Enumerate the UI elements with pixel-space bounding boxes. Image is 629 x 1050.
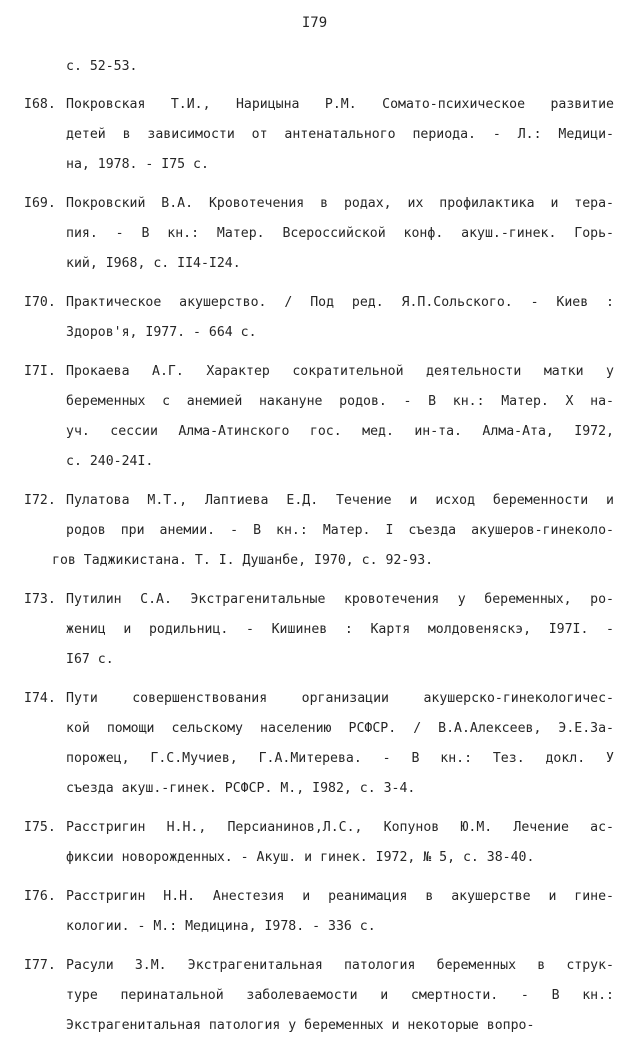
entry-number: I73. — [24, 592, 56, 607]
entry-line: Здоров'я, I977. - 664 с. — [66, 325, 257, 340]
entry-line: Экстрагенитальная патология у беременных и некоторые вопро- — [66, 1018, 535, 1033]
entry-line: на, 1978. - I75 с. — [66, 157, 209, 172]
entry-line: I67 с. — [66, 652, 114, 667]
entry-line: беременных с анемией накануне родов. - В кн.: Матер. X на- — [66, 394, 614, 409]
entry-line: кой помощи сельскому населению РСФСР. / В.А.Алексеев, Э.Е.За- — [66, 721, 614, 736]
entry-number: I68. — [24, 97, 56, 112]
page-number: I79 — [301, 15, 328, 31]
entry-line: туре перинатальной заболеваемости и смертности. - В кн.: — [66, 988, 614, 1003]
entry-number: I69. — [24, 196, 56, 211]
entry-line: Пулатова М.Т., Лаптиева Е.Д. Течение и исход беременности и — [66, 493, 614, 508]
entry-line: Путилин С.А. Экстрагенитальные кровотечения у беременных, ро- — [66, 592, 614, 607]
bibliography-entry — [24, 684, 614, 804]
bibliography-list — [24, 52, 614, 1050]
bibliography-entry — [24, 585, 614, 675]
bibliography-entry — [24, 288, 614, 348]
entry-number: I70. — [24, 295, 56, 310]
entry-line: кологии. - М.: Медицина, I978. - 336 с. — [66, 919, 376, 934]
bibliography-entry — [24, 951, 614, 1041]
entry-line: гов Таджикистана. Т. I. Душанбе, I970, с. 92-93. — [52, 553, 434, 568]
bibliography-entry — [24, 189, 614, 279]
entry-line: Расстригин Н.Н., Персианинов,Л.С., Копунов Ю.М. Лечение ас- — [66, 820, 614, 835]
entry-line: родов при анемии. - В кн.: Матер. I съезда акушеров-гинеколо- — [66, 523, 614, 538]
entry-line: уч. сессии Алма-Атинского гос. мед. ин-та. Алма-Ата, I972, — [66, 424, 614, 439]
entry-line: порожец, Г.С.Мучиев, Г.А.Митерева. - В кн.: Тез. докл. У — [66, 751, 614, 766]
entry-line: Расстригин Н.Н. Анестезия и реанимация в акушерстве и гине- — [66, 889, 614, 904]
entry-line: кий, I968, с. II4-I24. — [66, 256, 241, 271]
entry-line: Прокаева А.Г. Характер сократительной деятельности матки у — [66, 364, 614, 379]
entry-number: I77. — [24, 958, 56, 973]
bibliography-entry — [24, 882, 614, 942]
entry-line: с. 240-24I. — [66, 454, 154, 469]
entry-line: Покровская Т.И., Нарицына Р.М. Сомато-психическое развитие — [66, 97, 614, 112]
entry-number: I75. — [24, 820, 56, 835]
bibliography-entry — [24, 813, 614, 873]
entry-line: Покровский В.А. Кровотечения в родах, их профилактика и тера- — [66, 196, 614, 211]
entry-line: Пути совершенствования организации акушерско-гинекологичес- — [66, 691, 614, 706]
continuation-line: с. 52-53. — [66, 59, 138, 74]
entry-line: фиксии новорожденных. - Акуш. и гинек. I972, № 5, с. 38-40. — [66, 850, 535, 865]
entry-line: детей в зависимости от антенатального периода. - Л.: Медици- — [66, 127, 614, 142]
entry-number: I76. — [24, 889, 56, 904]
entry-line: Расули З.М. Экстрагенитальная патология беременных в струк- — [66, 958, 614, 973]
bibliography-entry — [24, 486, 614, 576]
entry-number: I7I. — [24, 364, 56, 379]
entry-line: съезда акуш.-гинек. РСФСР. М., I982, с. 3-4. — [66, 781, 416, 796]
entry-number: I74. — [24, 691, 56, 706]
entry-line: пия. - В кн.: Матер. Всероссийской конф. акуш.-гинек. Горь- — [66, 226, 614, 241]
bibliography-entry — [24, 357, 614, 477]
entry-number: I72. — [24, 493, 56, 508]
bibliography-entry — [24, 90, 614, 180]
entry-line: жениц и родильниц. - Кишинев : Картя молдовеняскэ, I97I. - — [66, 622, 614, 637]
entry-line: Практическое акушерство. / Под ред. Я.П.Сольского. - Киев : — [66, 295, 614, 310]
